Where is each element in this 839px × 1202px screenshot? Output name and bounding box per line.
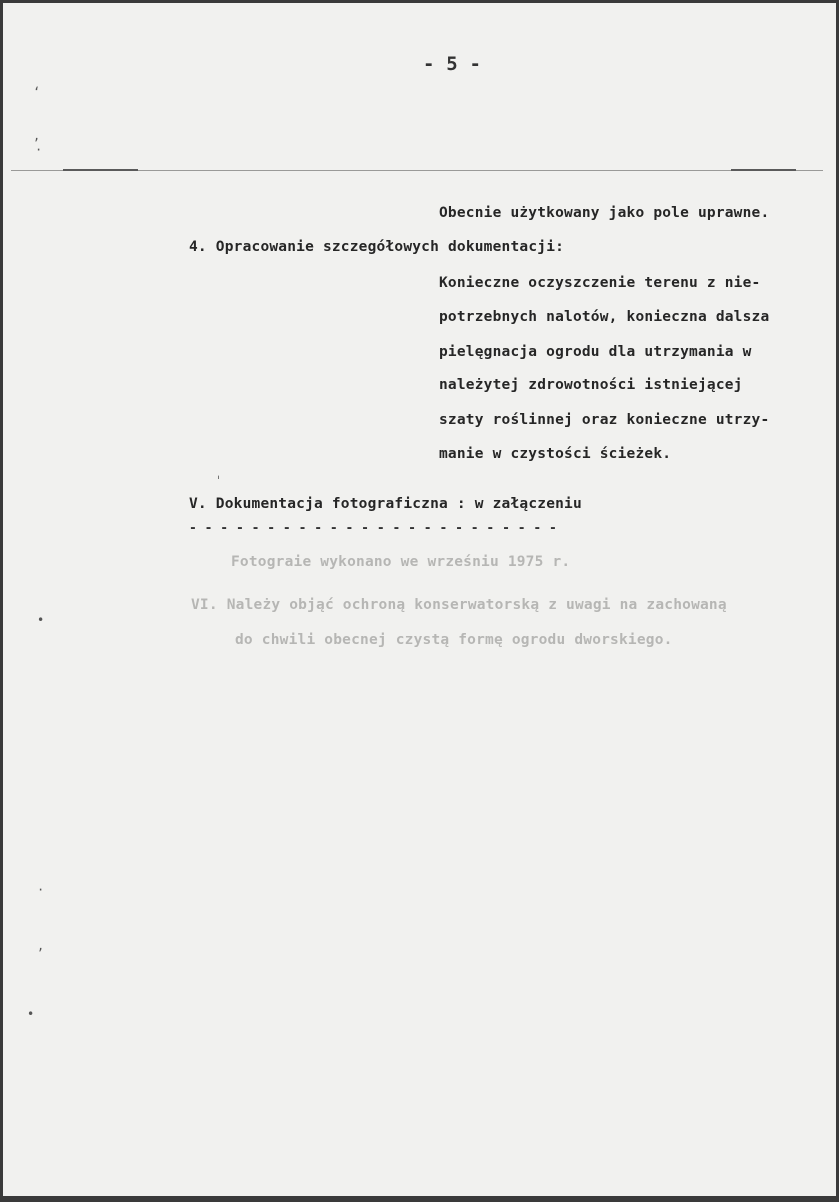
page-number: - 5 - xyxy=(423,53,482,75)
margin-speck: · xyxy=(37,883,45,897)
section-vi-line-2: do chwili obecnej czystą formę ogrodu dworskiego. xyxy=(235,632,673,648)
paragraph-line: Konieczne oczyszczenie terenu z nie- xyxy=(439,275,761,291)
section-v-heading: V. Dokumentacja fotograficzna : w załączeniu xyxy=(189,496,582,512)
margin-speck: • xyxy=(37,613,45,627)
margin-speck: ˌ xyxy=(215,466,223,480)
paragraph-line: szaty roślinnej oraz konieczne utrzy- xyxy=(439,412,770,428)
paragraph-line: manie w czystości ścieżek. xyxy=(439,446,672,462)
item-4-heading: 4. Opracowanie szczegółowych dokumentacji: xyxy=(189,239,565,255)
document-page xyxy=(3,3,836,1196)
margin-speck: , xyxy=(37,939,45,953)
section-vi-line-1: VI. Należy objąć ochroną konserwatorską z uwagi na zachowaną xyxy=(191,597,727,613)
paragraph-line: należytej zdrowotności istniejącej xyxy=(439,377,743,393)
current-use-line: Obecnie użytkowany jako pole uprawne. xyxy=(439,205,770,221)
margin-speck: • xyxy=(27,1007,35,1021)
rule-segment-right xyxy=(731,169,796,171)
margin-speck: · xyxy=(35,143,43,157)
rule-segment-left xyxy=(63,169,138,171)
margin-speck: ‘ xyxy=(33,85,41,99)
margin-speck: , xyxy=(33,129,41,143)
photo-note: Fotograie wykonano we wrześniu 1975 r. xyxy=(231,554,571,570)
paragraph-line: potrzebnych nalotów, konieczna dalsza xyxy=(439,309,770,325)
paragraph-line: pielęgnacja ogrodu dla utrzymania w xyxy=(439,344,752,360)
dashed-underline: - - - - - - - - - - - - - - - - - - - - - - - - xyxy=(189,521,557,536)
